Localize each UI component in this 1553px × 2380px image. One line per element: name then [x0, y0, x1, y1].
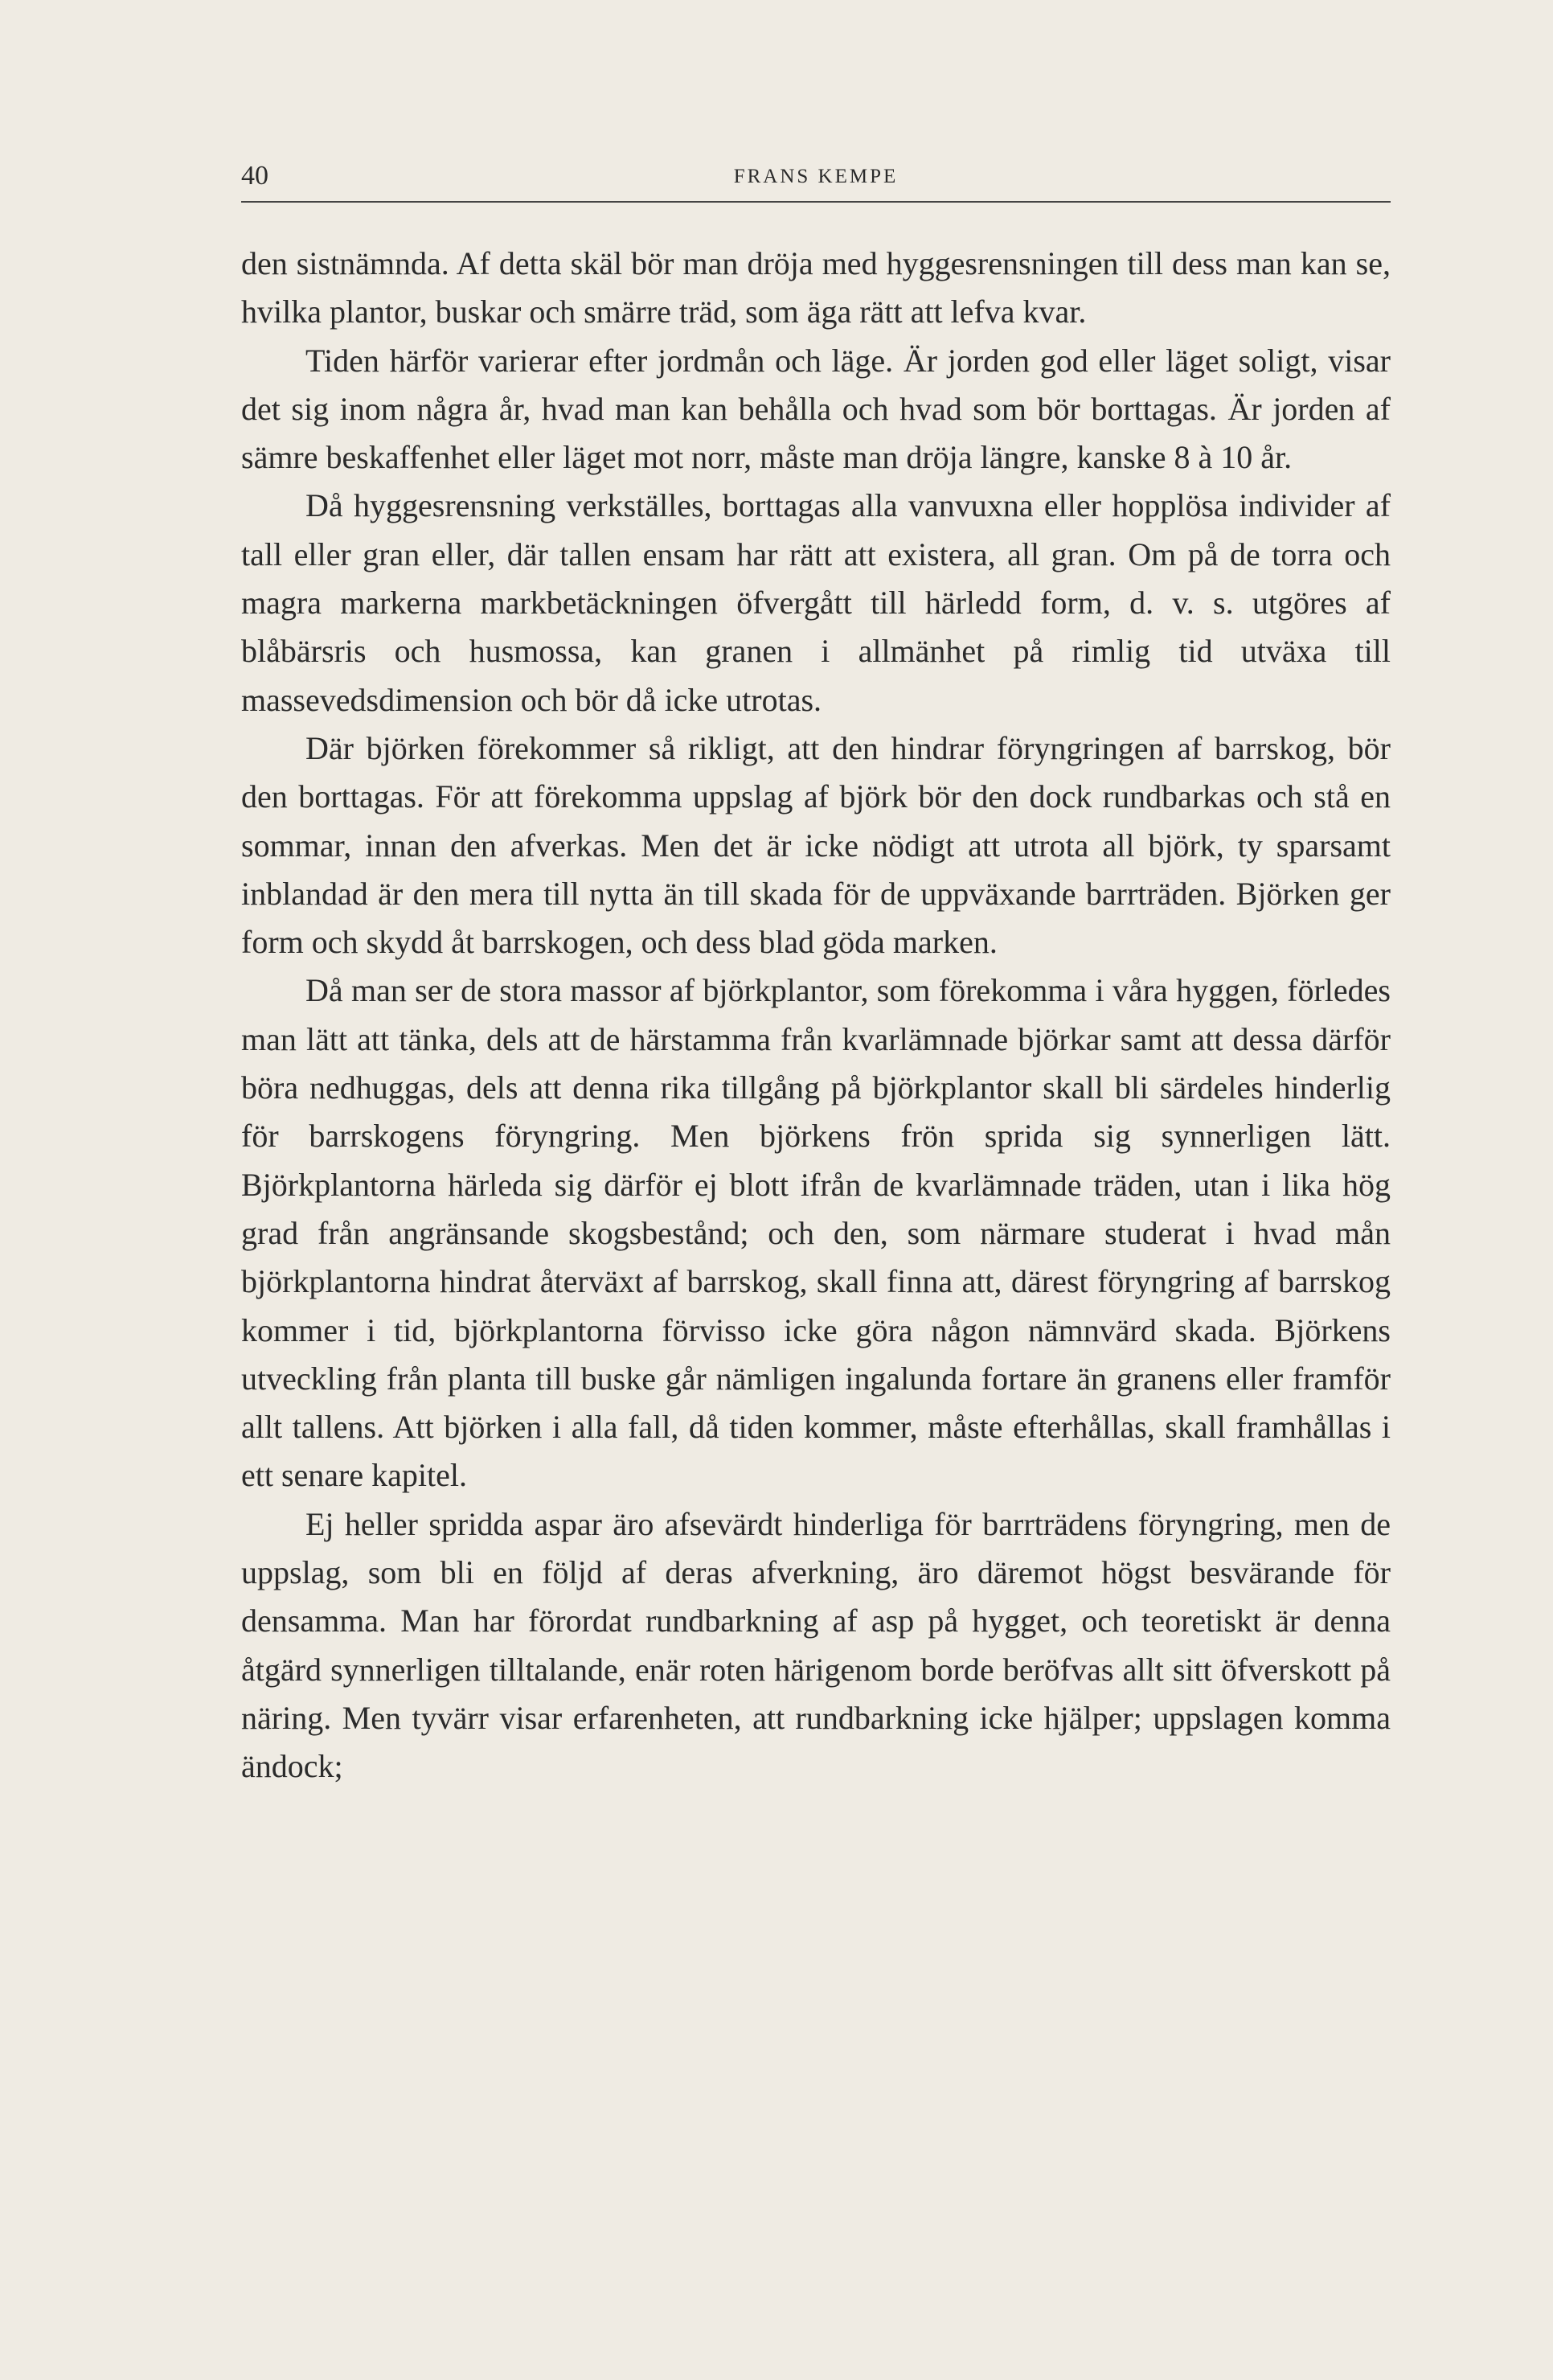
body-text — [241, 240, 1391, 1791]
paragraph-3: Då hyggesrensning verkställes, borttagas alla vanvuxna eller hopplösa individer af tall eller gran eller, där tallen ensam har rätt att existera, all gran. Om på de torra och magra markerna markbetäckningen öfvergått till härledd form, d. v. s. utgöres af blåbärsris och husmossa, kan granen i allmänhet på rimlig tid utväxa till massevedsdimension och bör då icke utrotas. — [241, 487, 1391, 718]
running-head — [241, 159, 1391, 203]
paragraph-4: Där björken förekommer så rikligt, att den hindrar föryngringen af barrskog, bör den borttagas. För att förekomma uppslag af björk bör den dock rundbarkas och stå en sommar, innan den afverkas. Men det är icke nödigt att utrota all björk, ty sparsamt inblandad är den mera till nytta än till skada för de uppväxande barrträden. Björken ger form och skydd åt barrskogen, och dess blad göda marken. — [241, 729, 1391, 961]
paragraph-1: den sistnämnda. Af detta skäl bör man dröja med hyggesrensningen till dess man kan se, hvilka plantor, buskar och smärre träd, som äga rätt att lefva kvar. — [241, 245, 1391, 330]
page-number: 40 — [241, 161, 268, 191]
running-head-author: FRANS KEMPE — [733, 166, 899, 187]
paragraph-5: Då man ser de stora massor af björkplantor, som förekomma i våra hyggen, förledes man lätt att tänka, dels att de härstamma från kvarlämnade björkar samt att dessa därför böra nedhuggas, dels att denna rika tillgång på björkplantor skall bli särdeles hinderlig för barrskogens föryngring. Men björkens frön sprida sig synnerligen lätt. Björkplantorna härleda sig därför ej blott ifrån de kvarlämnade träden, utan i lika hög grad från angränsande skogsbestånd; och den, som närmare studerat i hvad mån björkplantorna hindrat återväxt af barrskog, skall finna att, därest föryngring af barrskog kommer i tid, björkplantorna förvisso icke göra någon nämnvärd skada. Björkens utveckling från planta till buske går nämligen ingalunda fortare än granens eller framför allt tallens. Att björken i alla fall, då tiden kommer, måste efterhållas, skall framhållas i ett senare kapitel. — [241, 972, 1391, 1494]
paragraph-2: Tiden härför varierar efter jordmån och läge. Är jorden god eller läget soligt, visar det sig inom några år, hvad man kan behålla och hvad som bör borttagas. Är jorden af sämre beskaffenhet eller läget mot norr, måste man dröja längre, kanske 8 à 10 år. — [241, 342, 1391, 476]
paragraph-6: Ej heller spridda aspar äro afsevärdt hinderliga för barrträdens föryngring, men de uppslag, som bli en följd af deras afverkning, äro däremot högst besvärande för densamma. Man har förordat rundbarkning af asp på hygget, och teoretiskt är denna åtgärd synnerligen tilltalande, enär roten härigenom borde beröfvas allt sitt öfverskott på näring. Men tyvärr visar erfarenheten, att rundbarkning icke hjälper; uppslagen komma ändock; — [241, 1505, 1391, 1785]
